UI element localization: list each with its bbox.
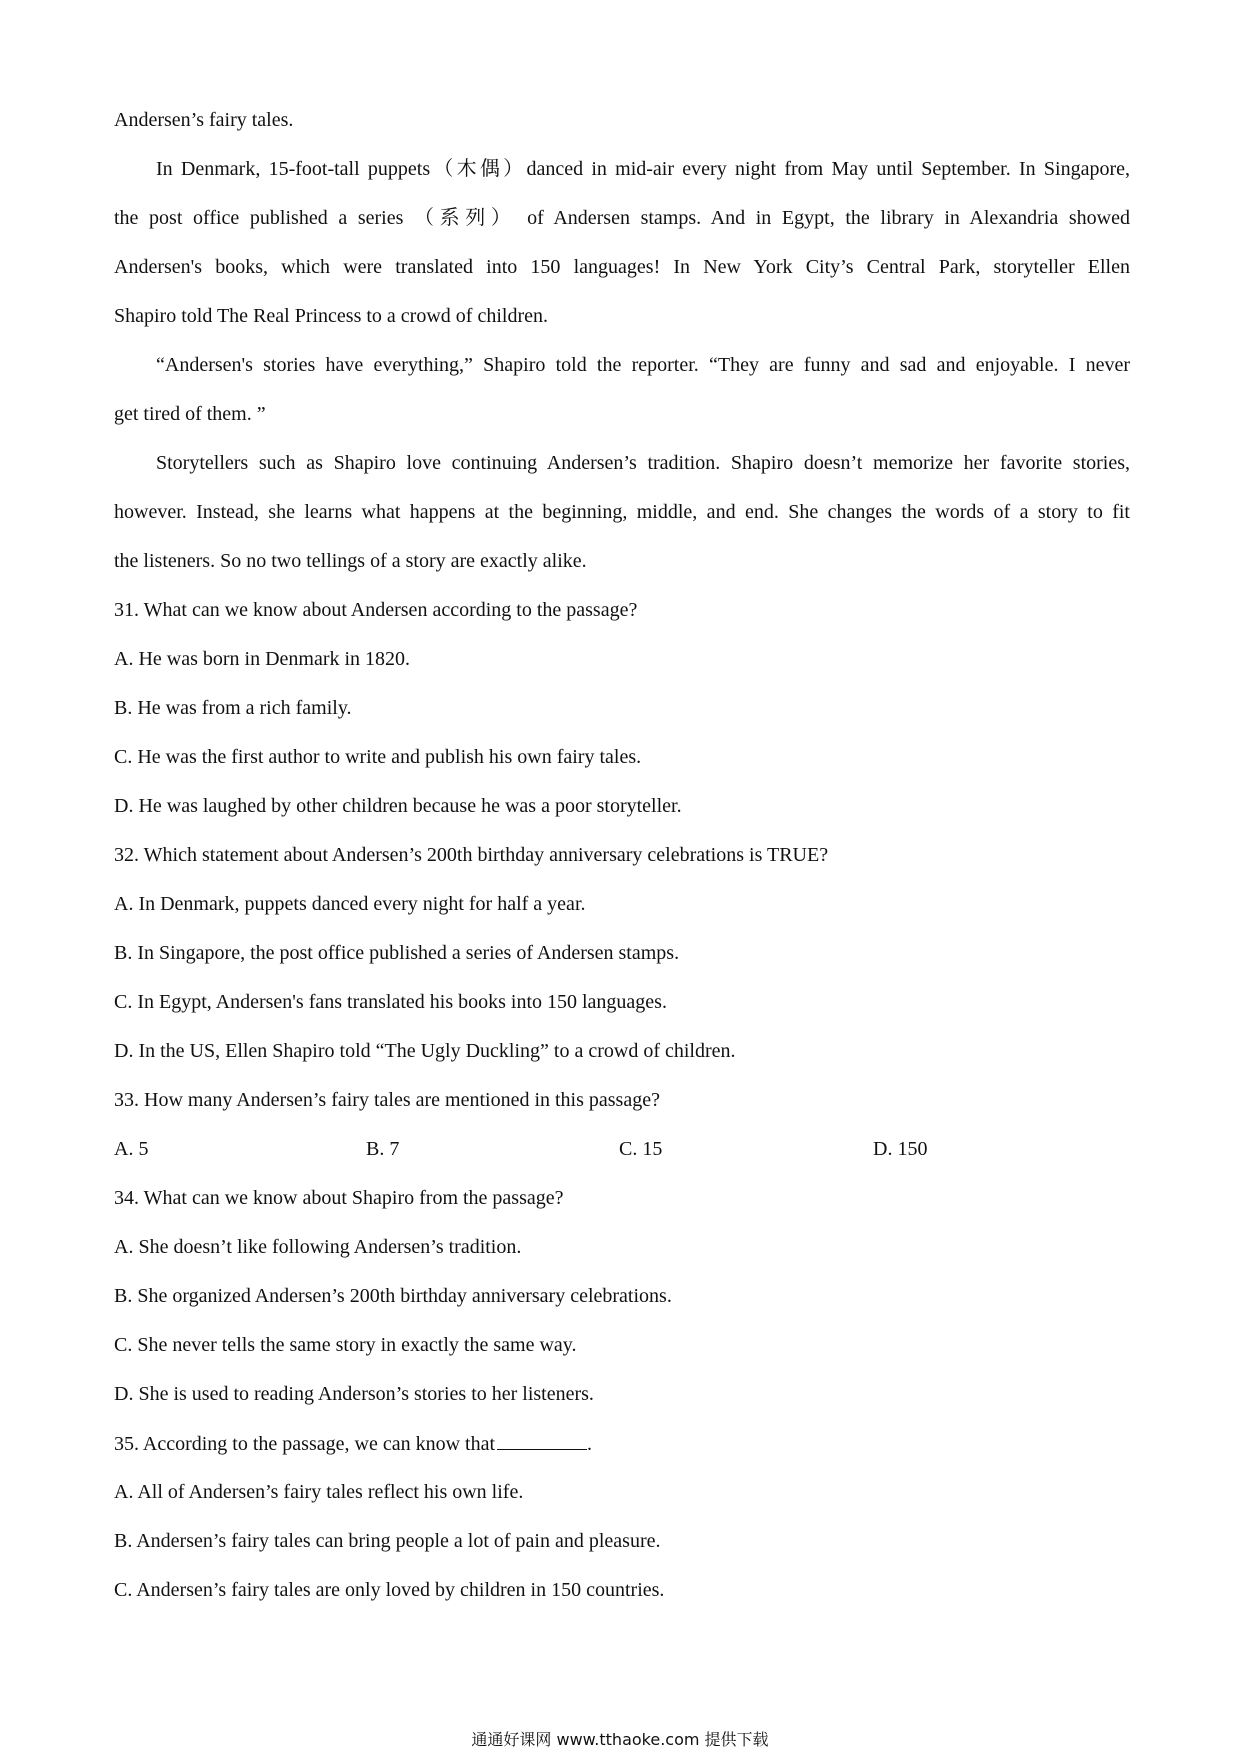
question-34-option-d: D. She is used to reading Anderson’s stories to her listeners.: [114, 1383, 594, 1405]
passage-line: Andersen’s fairy tales.: [114, 109, 294, 131]
passage-paragraph-3-line: Storytellers such as Shapiro love continuing Andersen’s tradition. Shapiro doesn’t memorize her favorite stories,: [156, 452, 1130, 474]
passage-paragraph-3-line: however. Instead, she learns what happens at the beginning, middle, and end. She changes the words of a story to fit: [114, 501, 1130, 523]
question-32-option-b: B. In Singapore, the post office published a series of Andersen stamps.: [114, 942, 680, 964]
question-35-stem-text: 35. According to the passage, we can know that: [114, 1433, 496, 1455]
question-32-option-a: A. In Denmark, puppets danced every night for half a year.: [114, 893, 586, 915]
question-33-option-d: D. 150: [873, 1138, 928, 1160]
question-33-stem: 33. How many Andersen’s fairy tales are mentioned in this passage?: [114, 1089, 660, 1111]
question-32-option-c: C. In Egypt, Andersen's fans translated his books into 150 languages.: [114, 991, 667, 1013]
question-33-option-b: B. 7: [366, 1138, 400, 1160]
passage-paragraph-2-line: “Andersen's stories have everything,” Shapiro told the reporter. “They are funny and sad and enjoyable. I never: [156, 354, 1130, 376]
passage-paragraph-1-line: In Denmark, 15-foot-tall puppets（木偶）danced in mid-air every night from May until September. In Singapore,: [156, 158, 1130, 180]
passage-paragraph-1-line: Shapiro told The Real Princess to a crowd of children.: [114, 305, 548, 327]
question-33-option-a: A. 5: [114, 1138, 149, 1160]
passage-paragraph-2-line: get tired of them. ”: [114, 403, 266, 425]
question-34-option-a: A. She doesn’t like following Andersen’s tradition.: [114, 1236, 522, 1258]
question-31-option-a: A. He was born in Denmark in 1820.: [114, 648, 411, 670]
answer-blank: [497, 1431, 587, 1450]
question-35-option-a: A. All of Andersen’s fairy tales reflect his own life.: [114, 1481, 524, 1503]
passage-paragraph-1-line: Andersen's books, which were translated into 150 languages! In New York City’s Central Park, storyteller Ellen: [114, 256, 1130, 278]
question-32-stem: 32. Which statement about Andersen’s 200th birthday anniversary celebrations is TRUE?: [114, 844, 829, 866]
page-footer: 通通好课网 www.tthaoke.com 提供下载: [471, 1730, 769, 1749]
question-31-option-b: B. He was from a rich family.: [114, 697, 352, 719]
question-35-stem: [114, 1431, 592, 1456]
question-35-option-c: C. Andersen’s fairy tales are only loved by children in 150 countries.: [114, 1579, 665, 1601]
question-34-option-b: B. She organized Andersen’s 200th birthday anniversary celebrations.: [114, 1285, 672, 1307]
passage-paragraph-3-line: the listeners. So no two tellings of a story are exactly alike.: [114, 550, 587, 572]
passage-paragraph-1-line: the post office published a series （系列） of Andersen stamps. And in Egypt, the library in Alexandria showed: [114, 207, 1130, 229]
question-35-option-b: B. Andersen’s fairy tales can bring people a lot of pain and pleasure.: [114, 1530, 661, 1552]
question-31-stem: 31. What can we know about Andersen according to the passage?: [114, 599, 638, 621]
question-34-stem: 34. What can we know about Shapiro from the passage?: [114, 1187, 564, 1209]
question-32-option-d: D. In the US, Ellen Shapiro told “The Ugly Duckling” to a crowd of children.: [114, 1040, 736, 1062]
question-35-stem-end: .: [587, 1433, 593, 1455]
question-34-option-c: C. She never tells the same story in exactly the same way.: [114, 1334, 577, 1356]
question-33-option-c: C. 15: [619, 1138, 663, 1160]
question-31-option-c: C. He was the first author to write and publish his own fairy tales.: [114, 746, 642, 768]
question-31-option-d: D. He was laughed by other children because he was a poor storyteller.: [114, 795, 682, 817]
